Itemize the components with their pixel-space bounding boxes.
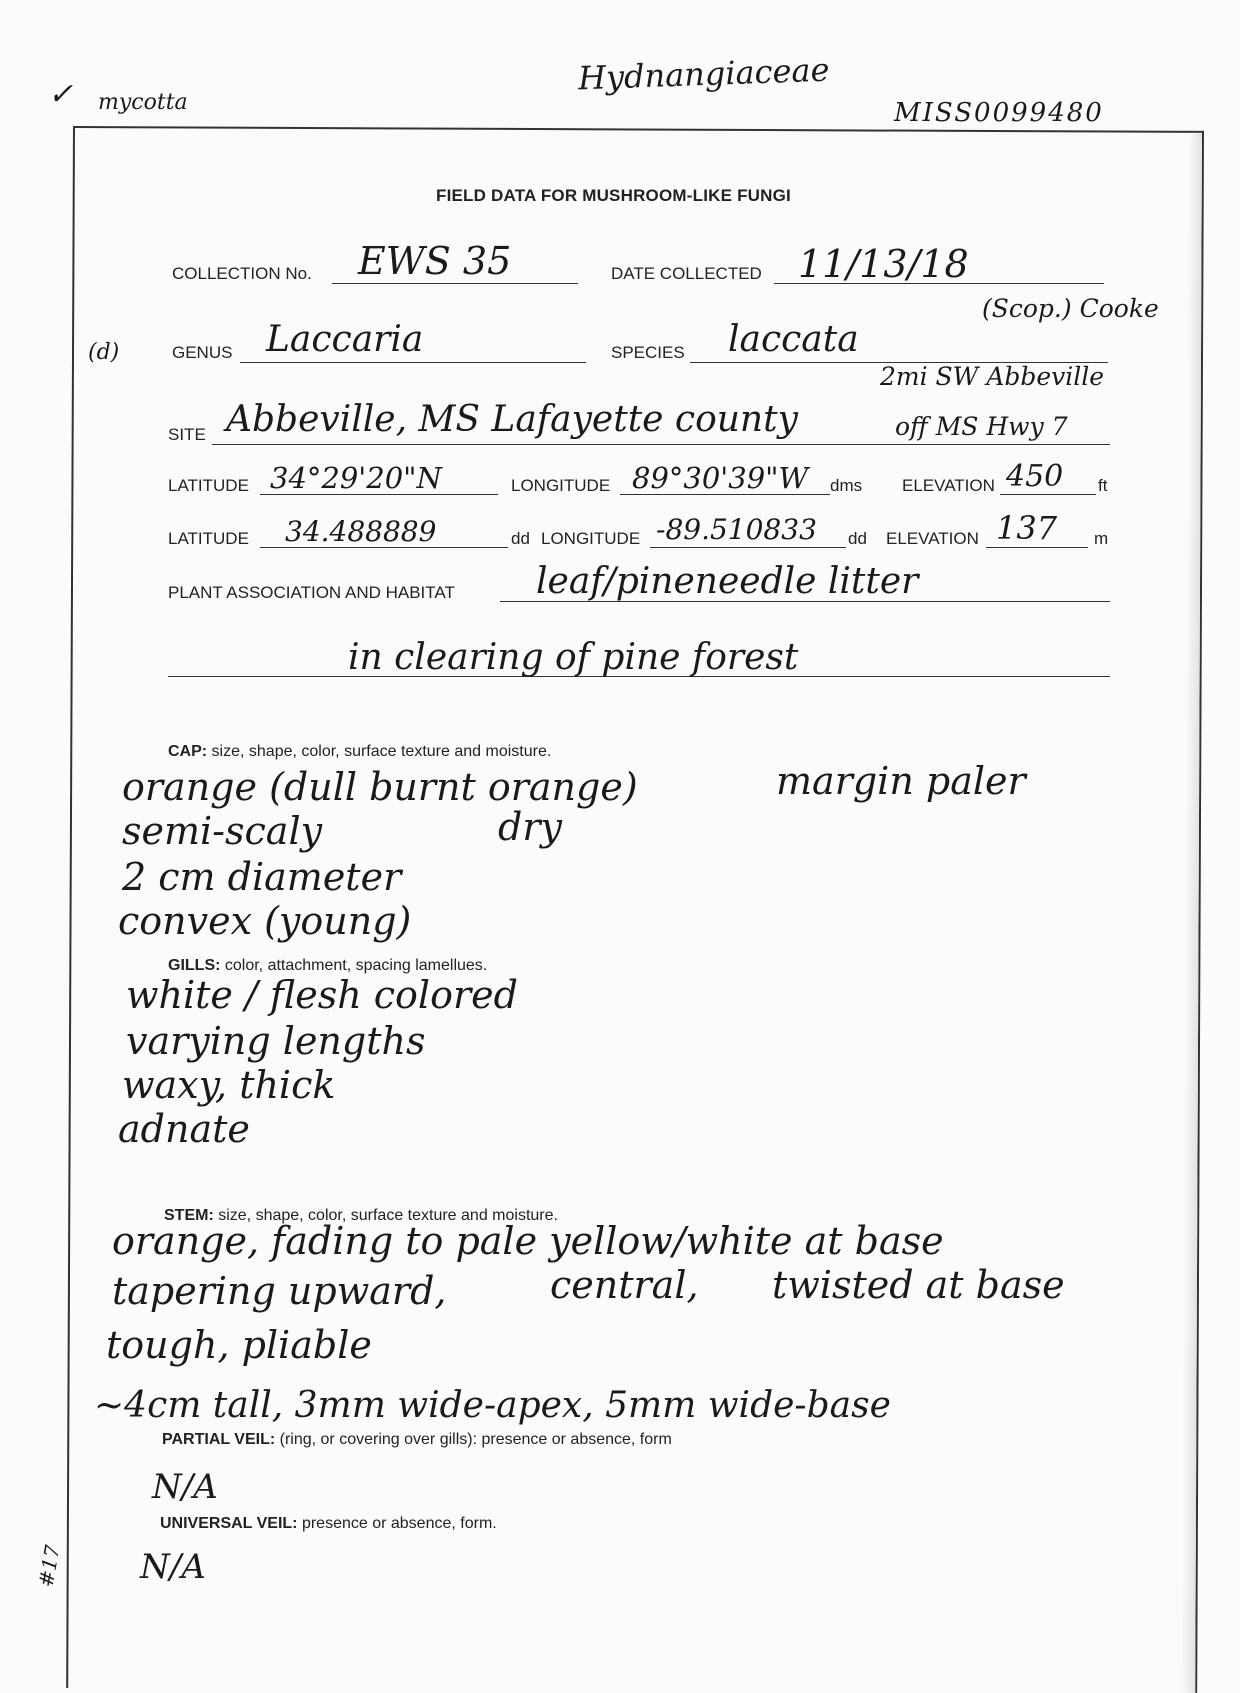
- gills-label: GILLS:: [168, 957, 221, 974]
- form-title: FIELD DATA FOR MUSHROOM-LIKE FUNGI: [436, 186, 791, 205]
- stem-line-3: tough, pliable: [106, 1323, 372, 1367]
- gills-description: color, attachment, spacing lamellues.: [220, 957, 488, 974]
- cap-line-1: orange (dull burnt orange): [122, 765, 638, 809]
- stem-description: size, shape, color, surface texture and moisture.: [213, 1207, 558, 1224]
- longitude-dms-label: LONGITUDE: [511, 476, 611, 495]
- genus-line: [240, 362, 586, 363]
- cap-line-4: convex (young): [118, 899, 412, 943]
- elev-ft-value: 450: [1006, 459, 1064, 494]
- site-note-2: off MS Hwy 7: [895, 412, 1068, 441]
- cap-description: size, shape, color, surface texture and moisture.: [207, 743, 552, 760]
- site-label: SITE: [168, 425, 206, 444]
- cap-line-3: 2 cm diameter: [122, 855, 402, 899]
- elev-ft-line: [1000, 494, 1096, 495]
- universal-veil-description: presence or absence, form.: [297, 1515, 497, 1532]
- stem-line-4: ~4cm tall, 3mm wide-apex, 5mm wide-base: [94, 1385, 891, 1426]
- elev-m-line: [986, 547, 1088, 548]
- dms-label: dms: [830, 476, 863, 495]
- latitude-dd-label: LATITUDE: [168, 529, 249, 548]
- partial-veil-description: (ring, or covering over gills): presence or absence, form: [275, 1431, 672, 1448]
- dd-label-1: dd: [511, 529, 530, 548]
- ft-label: ft: [1098, 476, 1108, 495]
- species-label: SPECIES: [611, 343, 685, 362]
- genus-label: GENUS: [172, 343, 233, 362]
- family-name: Hydnangiaceae: [577, 50, 831, 98]
- stem-label: STEM:: [164, 1207, 214, 1224]
- habitat-value-2: in clearing of pine forest: [348, 637, 799, 678]
- partial-veil-value: N/A: [152, 1467, 218, 1507]
- gills-line-4: adnate: [118, 1107, 250, 1151]
- cap-line-2: semi-scaly: [122, 809, 323, 853]
- cap-label: CAP:: [168, 743, 208, 760]
- gills-line-3: waxy, thick: [122, 1063, 336, 1107]
- cap-heading: [168, 744, 551, 760]
- date-label: DATE COLLECTED: [611, 264, 762, 283]
- site-value: Abbeville, MS Lafayette county: [226, 399, 798, 440]
- collection-value: EWS 35: [358, 239, 512, 283]
- elev-m-value: 137: [996, 509, 1058, 547]
- cap-dry: dry: [498, 805, 562, 849]
- stem-line-2: tapering upward,: [112, 1269, 447, 1313]
- longitude-dd-label: LONGITUDE: [541, 529, 641, 548]
- lon-dd-line: [650, 547, 846, 548]
- cap-margin: margin paler: [776, 759, 1026, 803]
- universal-veil-label: UNIVERSAL VEIL:: [160, 1515, 298, 1532]
- lon-dd-value: -89.510833: [656, 513, 817, 546]
- authority: (Scop.) Cooke: [982, 294, 1159, 323]
- site-note-1: 2mi SW Abbeville: [880, 362, 1105, 391]
- gills-heading: [168, 958, 487, 974]
- lon-dms-value: 89°30'39"W: [632, 461, 809, 495]
- dd-label-2: dd: [848, 529, 867, 548]
- collection-label: COLLECTION No.: [172, 264, 312, 283]
- latitude-dms-label: LATITUDE: [168, 476, 249, 495]
- partial-veil-heading: [162, 1432, 672, 1448]
- catalog-number: MISS0099480: [894, 98, 1104, 128]
- stem-central: central,: [550, 1263, 699, 1307]
- side-mark: #17: [33, 1543, 65, 1589]
- site-line: [212, 444, 1110, 445]
- checkmark: ✓: [48, 77, 74, 112]
- elevation-m-label: ELEVATION: [886, 529, 979, 548]
- m-label: m: [1094, 529, 1109, 548]
- partial-veil-label: PARTIAL VEIL:: [162, 1431, 276, 1448]
- universal-veil-value: N/A: [140, 1547, 206, 1587]
- genus-value: Laccaria: [266, 319, 424, 360]
- lat-dd-value: 34.488889: [285, 515, 437, 548]
- collection-line: [332, 283, 578, 284]
- stem-twisted: twisted at base: [772, 1263, 1065, 1307]
- habitat-value-1: leaf/pineneedle litter: [536, 561, 919, 602]
- elevation-ft-label: ELEVATION: [902, 476, 995, 495]
- species-value: laccata: [728, 319, 859, 360]
- stem-line-1: orange, fading to pale yellow/white at base: [112, 1219, 944, 1263]
- date-value: 11/13/18: [798, 242, 969, 286]
- margin-note: (d): [88, 340, 120, 365]
- mycota-note: mycotta: [98, 90, 188, 115]
- gills-line-2: varying lengths: [126, 1019, 426, 1063]
- universal-veil-heading: [160, 1516, 497, 1532]
- lat-dms-value: 34°29'20"N: [270, 461, 442, 495]
- gills-line-1: white / flesh colored: [126, 973, 518, 1017]
- habitat-label: PLANT ASSOCIATION AND HABITAT: [168, 583, 455, 602]
